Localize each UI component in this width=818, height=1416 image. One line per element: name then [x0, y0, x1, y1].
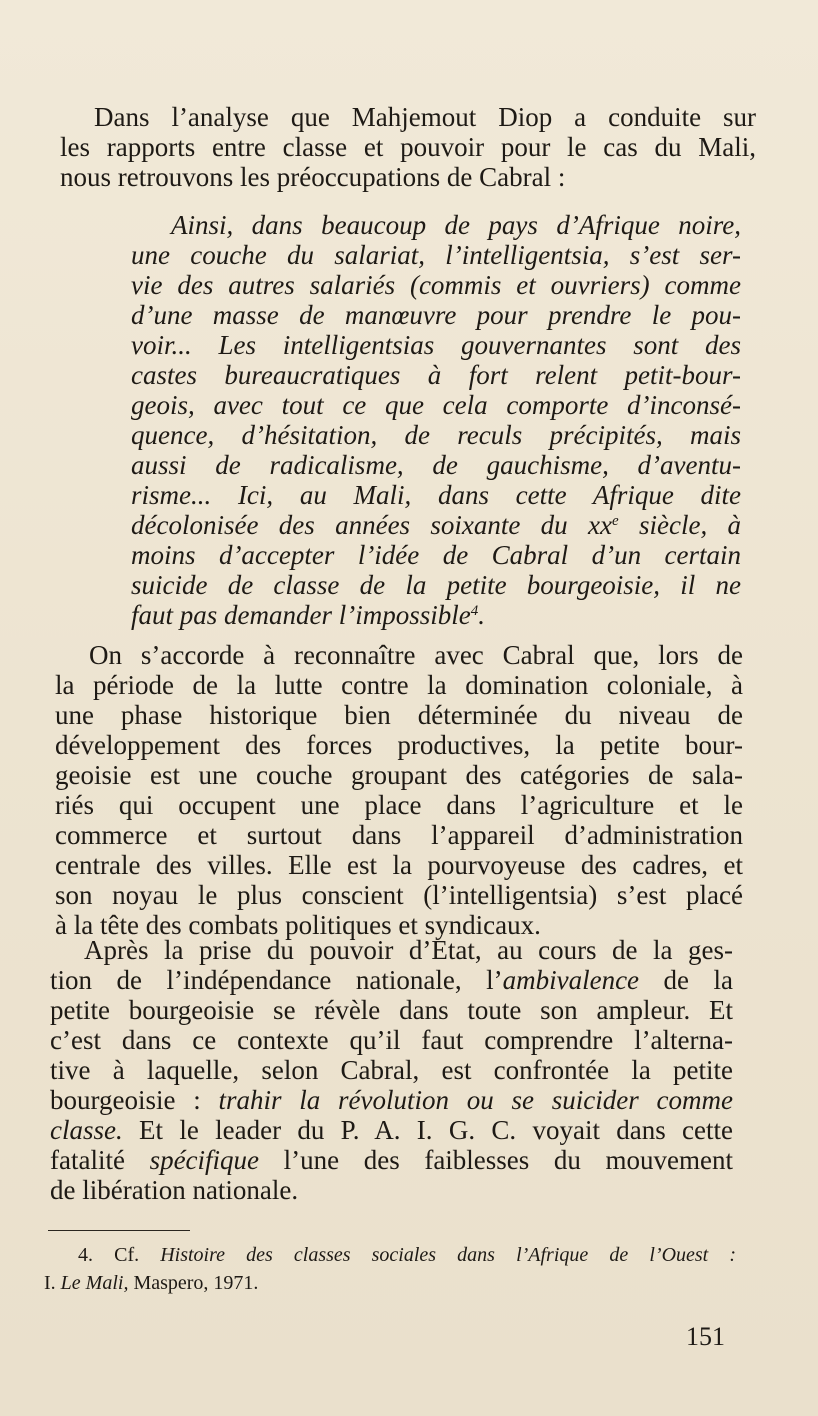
text-line: développement des forces productives, la petite bour- — [55, 730, 743, 760]
emphasis: classe. — [50, 1115, 123, 1145]
text-line: son noyau le plus conscient (l’intelligentsia) s’est placé — [55, 880, 743, 910]
text-segment: fatalité — [50, 1145, 150, 1175]
text-line: c’est dans ce contexte qu’il faut comprendre l’alterna- — [50, 1025, 733, 1055]
text-line: tive à laquelle, selon Cabral, est confrontée la petite — [50, 1055, 733, 1085]
quote-line: une couche du salariat, l’intelligentsia, s’est ser- — [131, 240, 741, 270]
emphasis: Le Mali, — [60, 1272, 129, 1294]
text-segment: I. — [44, 1272, 61, 1294]
footnote-reference: 4 — [470, 603, 479, 619]
text-line — [50, 1115, 733, 1145]
text-line — [50, 1085, 733, 1115]
text-line: centrale des villes. Elle est la pourvoyeuse des cadres, et — [55, 850, 743, 880]
text-line: nous retrouvons les préoccupations de Cabral : — [60, 162, 566, 192]
text-segment: bourgeoisie : — [50, 1085, 219, 1115]
footnote-divider — [48, 1230, 190, 1231]
footnote-line — [44, 1241, 736, 1269]
text-line — [50, 965, 733, 995]
quote-line-text: décolonisée des années soixante du — [131, 510, 568, 540]
text-line: geoisie est une couche groupant des catégories de sala- — [55, 760, 743, 790]
paragraph-intro — [60, 102, 756, 192]
text-line: Après la prise du pouvoir d’Etat, au cours de la ges- — [84, 935, 733, 965]
emphasis: trahir la révolution ou se suicider comme — [218, 1085, 733, 1115]
quote-line — [131, 600, 741, 630]
text-line: riés qui occupent une place dans l’agriculture et le — [55, 790, 743, 820]
quote-line: voir... Les intelligentsias gouvernantes sont des — [131, 330, 741, 360]
paragraph-cabral-analysis — [55, 640, 743, 940]
footnote — [44, 1241, 736, 1297]
text-line: On s’accorde à reconnaître avec Cabral que, lors de — [89, 640, 743, 670]
quote-line: moins d’accepter l’idée de Cabral d’un certain — [131, 540, 741, 570]
footnote-line — [44, 1269, 736, 1297]
century-numeral: xx — [588, 510, 612, 540]
text-line: petite bourgeoisie se révèle dans toute son ampleur. Et — [50, 995, 733, 1025]
text-line: la période de la lutte contre la domination coloniale, à — [55, 670, 743, 700]
text-line: une phase historique bien déterminée du niveau de — [55, 700, 743, 730]
century-superscript: e — [611, 513, 619, 529]
quote-line — [131, 510, 741, 540]
quote-line-tail: siècle, à — [618, 510, 742, 540]
text-segment: tion de l’indépendance nationale, l’ — [50, 965, 503, 995]
text-line: les rapports entre classe et pouvoir pour le cas du Mali, — [60, 132, 756, 162]
quote-line: castes bureaucratiques à fort relent petit-bour- — [131, 360, 741, 390]
text-segment: Maspero, 1971. — [128, 1272, 259, 1294]
page-number: 151 — [686, 1322, 725, 1351]
text-segment: l’une des faiblesses du mouvement — [259, 1145, 733, 1175]
quote-line: risme... Ici, au Mali, dans cette Afrique dite — [131, 480, 741, 510]
quote-line: quence, d’hésitation, de reculs précipités, mais — [131, 420, 741, 450]
quote-line-text: faut pas demander l’impossible — [131, 600, 471, 630]
text-line — [50, 1145, 733, 1175]
quote-line: vie des autres salariés (commis et ouvriers) comme — [131, 270, 741, 300]
text-line: à la tête des combats politiques et syndicaux. — [55, 910, 541, 940]
emphasis: spécifique — [149, 1145, 260, 1175]
quote-line: Ainsi, dans beaucoup de pays d’Afrique noire, — [171, 210, 741, 240]
quote-line: suicide de classe de la petite bourgeoisie, il ne — [131, 570, 741, 600]
text-line: Dans l’analyse que Mahjemout Diop a conduite sur — [94, 102, 756, 132]
block-quote — [131, 210, 741, 630]
text-segment: Et le leader du P. A. I. G. C. voyait dans cette — [122, 1115, 733, 1145]
quote-line: d’une masse de manœuvre pour prendre le pou- — [131, 300, 741, 330]
text-segment: de la — [639, 965, 733, 995]
text-line: commerce et surtout dans l’appareil d’administration — [55, 820, 743, 850]
footnote-number: 4. Cf. — [78, 1244, 161, 1266]
text-line: de libération nationale. — [50, 1175, 299, 1205]
quote-line: aussi de radicalisme, de gauchisme, d’aventu- — [131, 450, 741, 480]
quote-end-punctuation: . — [478, 600, 485, 630]
emphasis: ambivalence — [502, 965, 640, 995]
quote-line: geois, avec tout ce que cela comporte d’inconsé- — [131, 390, 741, 420]
footnote-title: Histoire des classes sociales dans l’Afrique de l’Ouest : — [160, 1244, 736, 1266]
paragraph-after-independence — [50, 935, 733, 1205]
